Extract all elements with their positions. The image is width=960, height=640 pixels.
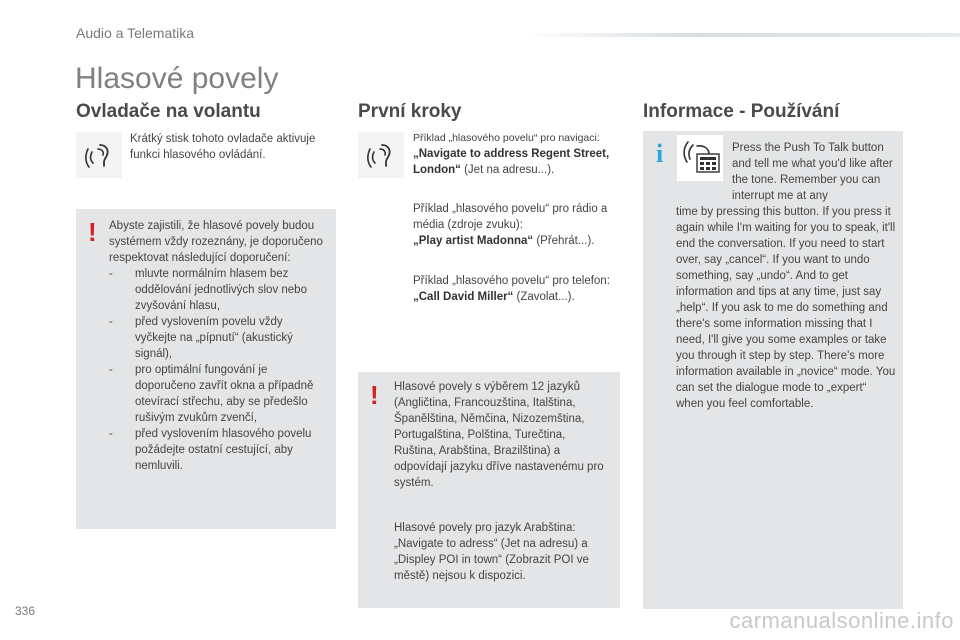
list-item — [109, 362, 324, 426]
example-phone-command: „Call David Miller“ — [413, 291, 514, 303]
page-number: 336 — [15, 604, 36, 618]
list-dash: - — [109, 316, 113, 328]
list-item-text: před vyslovením povelu vždy vyčkejte na „pípnutí“ (akustický signál), — [135, 316, 293, 360]
example-phone-intro: Příklad „hlasového povelu“ pro telefon: — [413, 275, 610, 287]
heading-first-steps: První kroky — [358, 101, 462, 122]
info-box-usage — [643, 131, 903, 609]
list-item — [109, 314, 324, 362]
list-dash: - — [109, 364, 113, 376]
list-item — [109, 426, 324, 474]
example-media-intro: Příklad „hlasového povelu“ pro rádio a média (zdroje zvuku): — [413, 203, 608, 231]
push-to-talk-icon — [677, 135, 723, 181]
warning-icon: ! — [370, 380, 379, 410]
languages-text: Hlasové povely s výběrem 12 jazyků (Angličtina, Francouzština, Italština, Španělština, Němčina, Nizozemština, Portugalština, Polština, Turečtina, Ruština, Arabština, Brazilština) a odpovídají jazyku dříve nastavenému pro systém. — [394, 381, 604, 489]
warning-box-recommendations — [76, 209, 336, 529]
list-item-text: pro optimální fungování je doporučeno zavřít okna a případně otevírací střechu, aby se předešlo rušivým zvukům zvenčí, — [135, 364, 314, 424]
heading-info-usage: Informace - Používání — [643, 101, 840, 122]
example-phone-translation: (Zavolat...). — [513, 291, 575, 303]
example-navigation-command: „Navigate to address Regent Street, London“ — [413, 148, 610, 176]
list-dash: - — [109, 428, 113, 440]
header-bar — [520, 33, 960, 37]
arabic-note-text: Hlasové povely pro jazyk Arabština: „Navigate to adress“ (Jet na adresu) a „Displey POI in town“ (Zobrazit POI ve městě) nejsou k dispozici. — [394, 522, 589, 582]
watermark: carmanualsonline.info — [729, 608, 954, 633]
voice-command-button-icon — [76, 132, 122, 178]
list-item-text: před vyslovením hlasového povelu požádejte ostatní cestující, aby nemluvili. — [135, 428, 312, 472]
steering-intro-text: Krátký stisk tohoto ovladače aktivuje funkci hlasového ovládání. — [130, 133, 316, 161]
page-title: Hlasové povely — [75, 62, 279, 95]
example-navigation — [413, 130, 618, 178]
example-navigation-intro: Příklad „hlasového povelu“ pro navigaci: — [413, 132, 600, 144]
voice-command-button-icon — [358, 132, 404, 178]
example-navigation-translation: (Jet na adresu...). — [460, 164, 555, 176]
info-text-top: Press the Push To Talk button and tell me what you'd like after the tone. Remember you can interrupt me at any — [732, 142, 893, 202]
warning-intro-text: Abyste zajistili, že hlasové povely budou systémem vždy rozeznány, je doporučeno respektovat následující doporučení: — [109, 220, 323, 264]
example-media-translation: (Přehrát...). — [533, 235, 595, 247]
info-icon: i — [656, 139, 664, 168]
warning-box-languages — [358, 372, 620, 608]
info-text-body: time by pressing this button. If you press it again while I'm waiting for you to speak, it'll end the conversation. If you need to start over, say „cancel“. If you want to undo something, say „undo“. And to get information and tips at any time, just say „help“. If you ask to me do something and there's some information missing that I need, I'll give you some examples or take you through it step by step. There's more information available in „novice“ mode. You can set the dialogue mode to „expert“ when you feel comfortable. — [676, 206, 896, 410]
list-item — [109, 266, 324, 314]
heading-steering-controls: Ovladače na volantu — [76, 101, 261, 122]
section-title: Audio a Telematika — [76, 25, 195, 41]
list-dash: - — [109, 268, 113, 280]
list-item-text: mluvte normálním hlasem bez oddělování jednotlivých slov nebo zvyšování hlasu, — [135, 268, 307, 312]
example-media — [413, 201, 618, 249]
warning-icon: ! — [88, 217, 97, 247]
example-media-command: „Play artist Madonna“ — [413, 235, 534, 247]
example-phone — [413, 273, 613, 305]
